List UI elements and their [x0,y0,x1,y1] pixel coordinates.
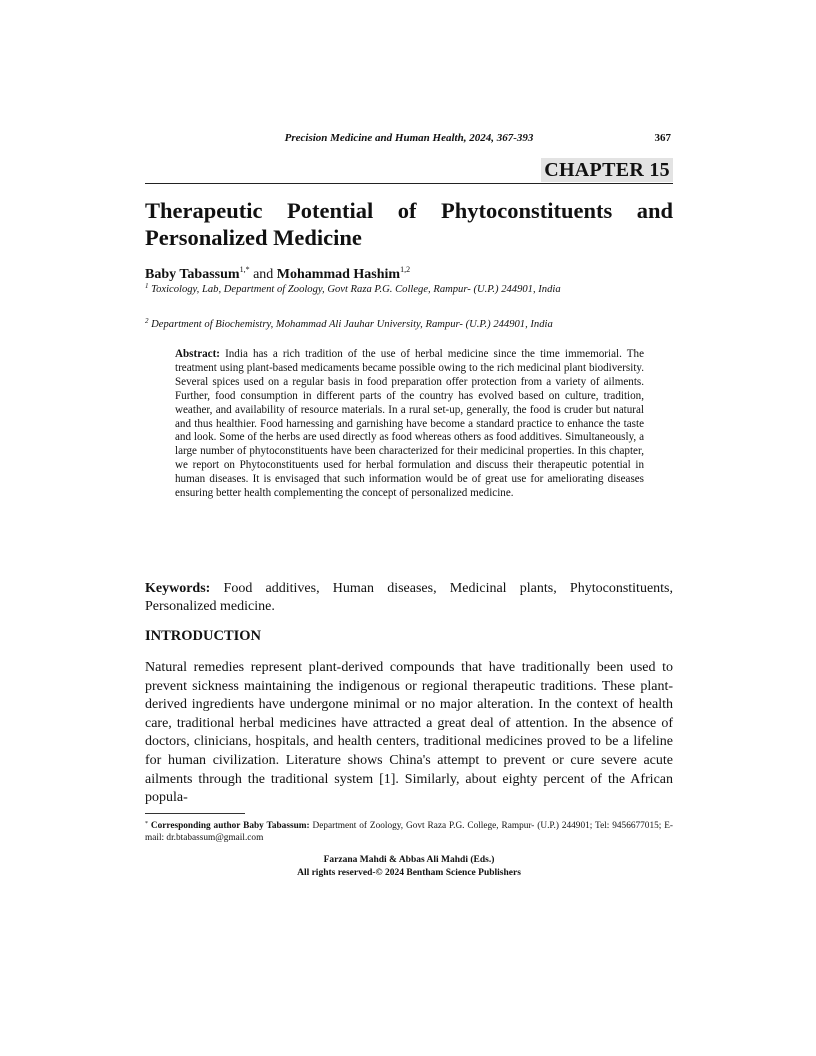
corresponding-author-footnote [145,818,673,844]
abstract-label: Abstract: [175,348,220,360]
author-name-1: Baby Tabassum [145,267,240,282]
abstract [175,348,644,501]
rights-line: All rights reserved-© 2024 Bentham Science Publishers [297,868,521,878]
page-number: 367 [654,132,671,144]
affiliation-1-text: Toxicology, Lab, Department of Zoology, Govt Raza P.G. College, Rampur- (U.P.) 244901, India [148,284,561,295]
journal-citation: Precision Medicine and Human Health, 2024, 367-393 [284,132,534,144]
author-1-affiliation-mark: 1,* [239,265,250,274]
abstract-text: India has a rich tradition of the use of herbal medicine since the time immemorial. The treatment using plant-based medicaments became possible owing to the rich medicinal plant biodiversity. Several spices used on a regular basis in food preparation offer protection from a variety of ailments. Further, food consumption in different parts of the country has evolved based on culture, tradition, weather, and availability of resource materials. In a rural set-up, generally, the food is cruder but natural and thus healthier. Food harnessing and garnishing have become a standard practice to enhance the taste and look. Some of the herbs are used directly as food whereas others as food additives. Simultaneously, a large number of phytoconstituents have been characterized for their medicinal properties. In this chapter, we report on Phytoconstituents used for herbal formulation and discuss their therapeutic potential in human diseases. It is envisaged that such information would be of great use for ameliorating diseases ensuring better health complementing the concept of personalized medicine. [175,348,644,500]
section-heading-introduction: INTRODUCTION [145,628,262,644]
chapter-banner [145,158,673,184]
chapter-label: CHAPTER 15 [541,158,673,182]
keywords-text: Food additives, Human diseases, Medicinal plants, Phytoconstituents, Personalized medicine. [145,581,673,614]
affiliation-2 [145,315,673,331]
affiliation-1-mark: 1 [145,282,149,290]
affiliation-1 [145,280,673,296]
chapter-title: Therapeutic Potential of Phytoconstituents and Personalized Medicine [145,198,673,250]
author-name-2: Mohammad Hashim [276,267,401,282]
introduction-paragraph: Natural remedies represent plant-derived compounds that have traditionally been used to prevent sickness maintaining the indigenous or regional therapeutic traditions. These plant-derived ingredients have undergone minimal or no major alteration. In the context of health care, traditional herbal medicines have attracted a great deal of attention. In the absence of doctors, clinicians, hospitals, and health centers, traditional medicines proved to be a lifeline for human civilization. Literature shows China's attempt to prevent or cure severe acute ailments through the traditional system [1]. Similarly, about eighty percent of the African popula- [145,660,673,806]
editors-line: Farzana Mahdi & Abbas Ali Mahdi (Eds.) [323,855,495,865]
footnote-label: Corresponding author Baby Tabassum: [148,821,310,831]
footnote-text: Department of Zoology, Govt Raza P.G. College, Rampur- (U.P.) 244901; Tel: 9456677015; E-mail: dr.btabassum@gmail.com [145,821,673,843]
keywords-label: Keywords: [145,581,211,596]
page-footer [145,854,673,880]
keywords [145,580,673,616]
running-header [145,132,673,148]
footnote-mark: * [145,821,148,827]
author-2-affiliation-mark: 1,2 [400,265,411,274]
affiliation-2-text: Department of Biochemistry, Mohammad Ali Jauhar University, Rampur- (U.P.) 244901, India [148,319,553,330]
author-conjunction: and [249,267,277,282]
affiliation-2-mark: 2 [145,317,149,325]
footnote-separator [145,813,245,814]
